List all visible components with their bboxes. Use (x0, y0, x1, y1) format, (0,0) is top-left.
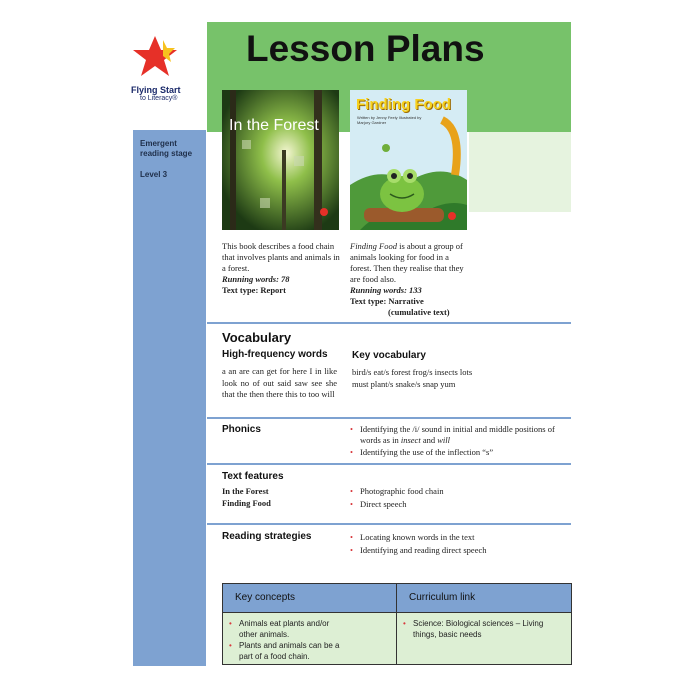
phonics-list (350, 424, 570, 459)
vocabulary-heading: Vocabulary (222, 330, 292, 345)
key-concepts-cell (223, 612, 397, 664)
cover-title-in-the-forest: In the Forest (229, 117, 319, 134)
header-accent (469, 132, 571, 212)
reading-strategies-heading: Reading strategies (222, 531, 312, 542)
text-features-books (222, 485, 271, 509)
concepts-table (222, 583, 572, 665)
summary-body: is about a group of animals looking for food in a forest. Then they realise that they are food also. (350, 241, 464, 284)
reading-stage: Emergent reading stage (140, 139, 193, 158)
key-concepts-header: Key concepts (223, 584, 397, 612)
curriculum-link-cell (397, 612, 571, 664)
text-type: Text type: Report (222, 285, 286, 295)
list-item: • Identifying and reading direct speech (350, 544, 550, 556)
list-item: • Photographic food chain (350, 485, 550, 497)
logo-text: Flying Start (131, 85, 181, 95)
logo-subtext: to Literacy® (140, 95, 178, 102)
text-type: Text type: Narrative (350, 296, 424, 306)
high-frequency-heading: High-frequency words (222, 349, 328, 360)
cover-title-finding-food: Finding Food (356, 96, 451, 113)
text-features-list (350, 485, 550, 511)
book-name: In the Forest (222, 486, 269, 496)
running-words: Running words: 133 (350, 285, 422, 295)
text-features-heading: Text features (222, 471, 284, 482)
page-title: Lesson Plans (246, 28, 485, 69)
list-item: • Animals eat plants and/or other animals. (229, 619, 390, 640)
sidebar (133, 130, 206, 666)
list-item: • Direct speech (350, 498, 550, 510)
book-name: Finding Food (222, 498, 271, 508)
curriculum-link-list (403, 619, 565, 640)
key-vocabulary-words: bird/s eat/s forest frog/s insects lots must plant/s snake/s snap yum (352, 367, 473, 389)
key-vocabulary-heading: Key vocabulary (352, 350, 426, 361)
list-item: • Science: Biological sciences – Living things, basic needs (403, 619, 565, 640)
summary-book-title: Finding Food (350, 241, 397, 251)
divider (207, 322, 571, 324)
running-words: Running words: 78 (222, 274, 290, 284)
cover-byline: Written by Jenny Feely Illustrated by Marjory Gardner (357, 115, 422, 125)
reading-level: Level 3 (140, 170, 168, 179)
divider (207, 463, 571, 465)
book-cover-in-the-forest (222, 90, 339, 230)
book-summary-finding-food (350, 241, 470, 318)
book-summary-in-the-forest (222, 241, 340, 296)
reading-strategies-list (350, 531, 550, 557)
high-frequency-words: a an are can get for here I in like look no of out said saw see she that the then there this to too will (222, 366, 337, 399)
list-item: • Plants and animals can be a part of a food chain. (229, 641, 390, 662)
curriculum-link-header: Curriculum link (397, 584, 571, 612)
list-item: • Identifying the /i/ sound in initial and middle positions of words as in insect and will (350, 424, 570, 446)
phonics-heading: Phonics (222, 424, 261, 435)
summary-text (350, 241, 470, 285)
list-item: • Identifying the use of the inflection “s” (350, 447, 570, 458)
key-concepts-list (229, 619, 390, 662)
divider (207, 523, 571, 525)
summary-text: This book describes a food chain that involves plants and animals in a forest. (222, 241, 340, 273)
divider (207, 417, 571, 419)
list-item: • Locating known words in the text (350, 531, 550, 543)
text-type-note: (cumulative text) (388, 307, 450, 317)
star-logo-icon (133, 34, 181, 84)
